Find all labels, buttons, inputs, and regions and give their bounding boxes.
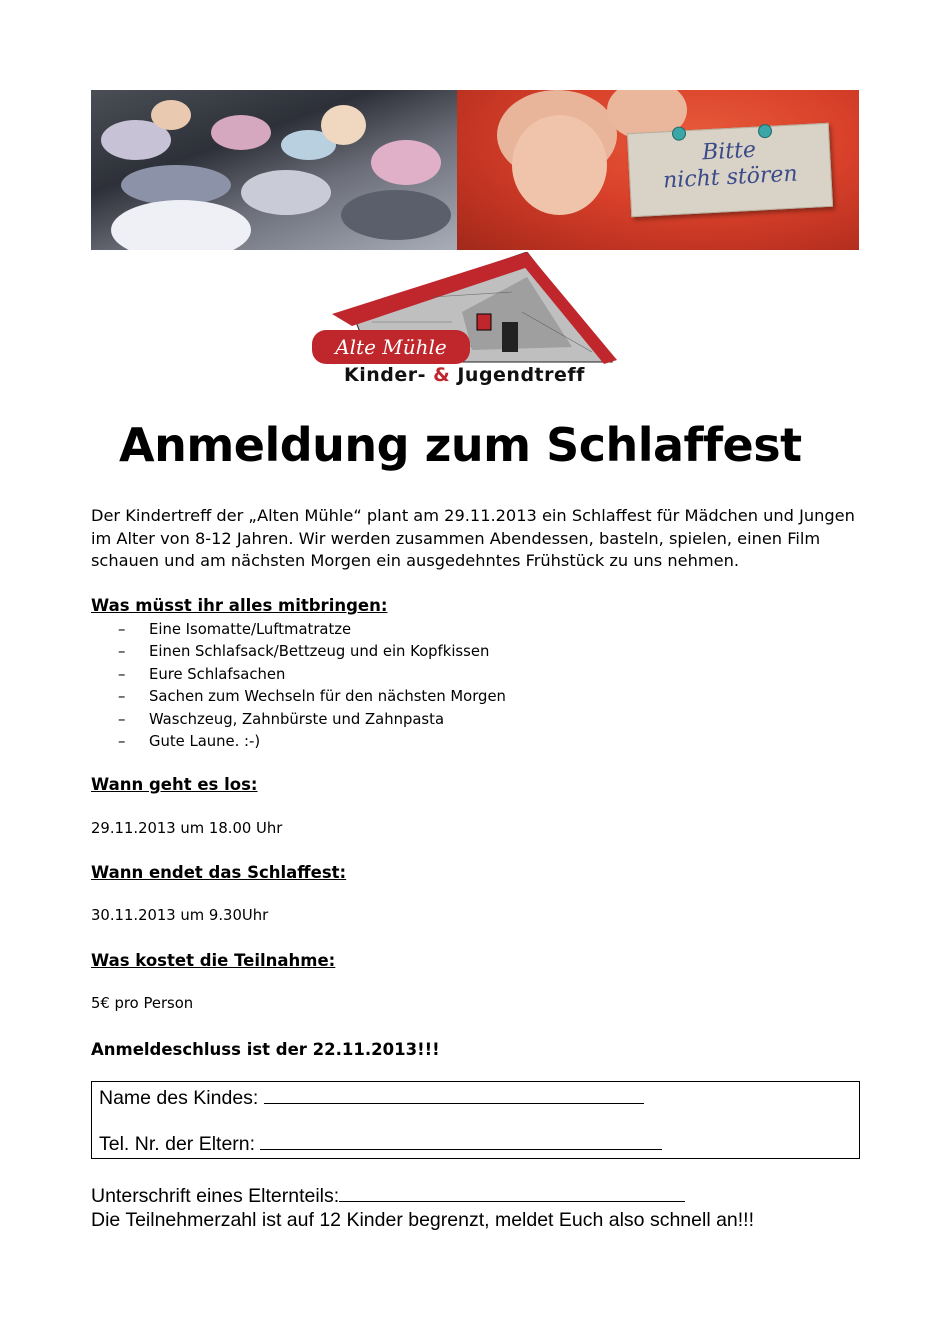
logo-caption-amp: & bbox=[433, 364, 451, 386]
signature-field[interactable] bbox=[339, 1200, 685, 1202]
bring-heading: Was müsst ihr alles mitbringen: bbox=[91, 596, 388, 615]
parent-phone-label: Tel. Nr. der Eltern: bbox=[99, 1133, 256, 1155]
list-item: – Eine Isomatte/Luftmatratze bbox=[118, 621, 352, 638]
participant-limit-note: Die Teilnehmerzahl ist auf 12 Kinder begrenzt, meldet Euch also schnell an!!! bbox=[91, 1209, 755, 1231]
bring-list bbox=[118, 619, 506, 753]
end-heading: Wann endet das Schlaffest: bbox=[91, 863, 347, 882]
registration-form-box bbox=[91, 1081, 860, 1159]
list-item: – Einen Schlafsack/Bettzeug und ein Kopfkissen bbox=[118, 643, 490, 661]
list-item: – Gute Laune. :-) bbox=[118, 733, 261, 751]
child-name-label: Name des Kindes: bbox=[99, 1087, 259, 1109]
logo-badge: Alte Mühle bbox=[312, 330, 470, 364]
alte-muehle-logo bbox=[312, 252, 622, 397]
list-item: – Waschzeug, Zahnbürste und Zahnpasta bbox=[118, 710, 445, 728]
child-name-row bbox=[99, 1087, 644, 1110]
pin-icon bbox=[672, 126, 687, 141]
children-sleepover-photo bbox=[91, 90, 457, 250]
start-value: 29.11.2013 um 18.00 Uhr bbox=[91, 820, 283, 837]
intro-paragraph: Der Kindertreff der „Alten Mühle“ plant am 29.11.2013 ein Schlaffest für Mädchen und Jungen im Alter von 8-12 Jahren. Wir werden zusammen Abendessen, basteln, spielen, einen Film schauen und am nächsten Morgen ein ausgedehntes Frühstück zu uns nehmen. bbox=[91, 506, 855, 570]
end-value: 30.11.2013 um 9.30Uhr bbox=[91, 907, 269, 924]
header-banner bbox=[91, 90, 859, 250]
cost-value: 5€ pro Person bbox=[91, 995, 194, 1012]
start-heading: Wann geht es los: bbox=[91, 775, 258, 794]
list-item: – Eure Schlafsachen bbox=[118, 665, 286, 683]
child-name-field[interactable] bbox=[264, 1102, 644, 1104]
logo-caption-jugendtreff: Jugendtreff bbox=[457, 364, 585, 386]
parent-phone-row bbox=[99, 1133, 662, 1156]
sign-line-2: nicht stören bbox=[662, 161, 799, 194]
signature-label: Unterschrift eines Elternteils: bbox=[91, 1185, 340, 1207]
do-not-disturb-sign bbox=[627, 123, 833, 217]
page-title: Anmeldung zum Schlaffest bbox=[119, 418, 802, 472]
registration-deadline: Anmeldeschluss ist der 22.11.2013!!! bbox=[91, 1040, 440, 1059]
feet-with-sign-photo bbox=[457, 90, 859, 250]
parent-phone-field[interactable] bbox=[260, 1148, 662, 1150]
logo-caption bbox=[344, 364, 624, 386]
logo-caption-kinder: Kinder- bbox=[344, 364, 427, 386]
sign-line-1: Bitte bbox=[701, 137, 757, 166]
signature-row bbox=[91, 1185, 685, 1208]
list-item: – Sachen zum Wechseln für den nächsten Morgen bbox=[118, 688, 506, 706]
cost-heading: Was kostet die Teilnahme: bbox=[91, 951, 336, 970]
